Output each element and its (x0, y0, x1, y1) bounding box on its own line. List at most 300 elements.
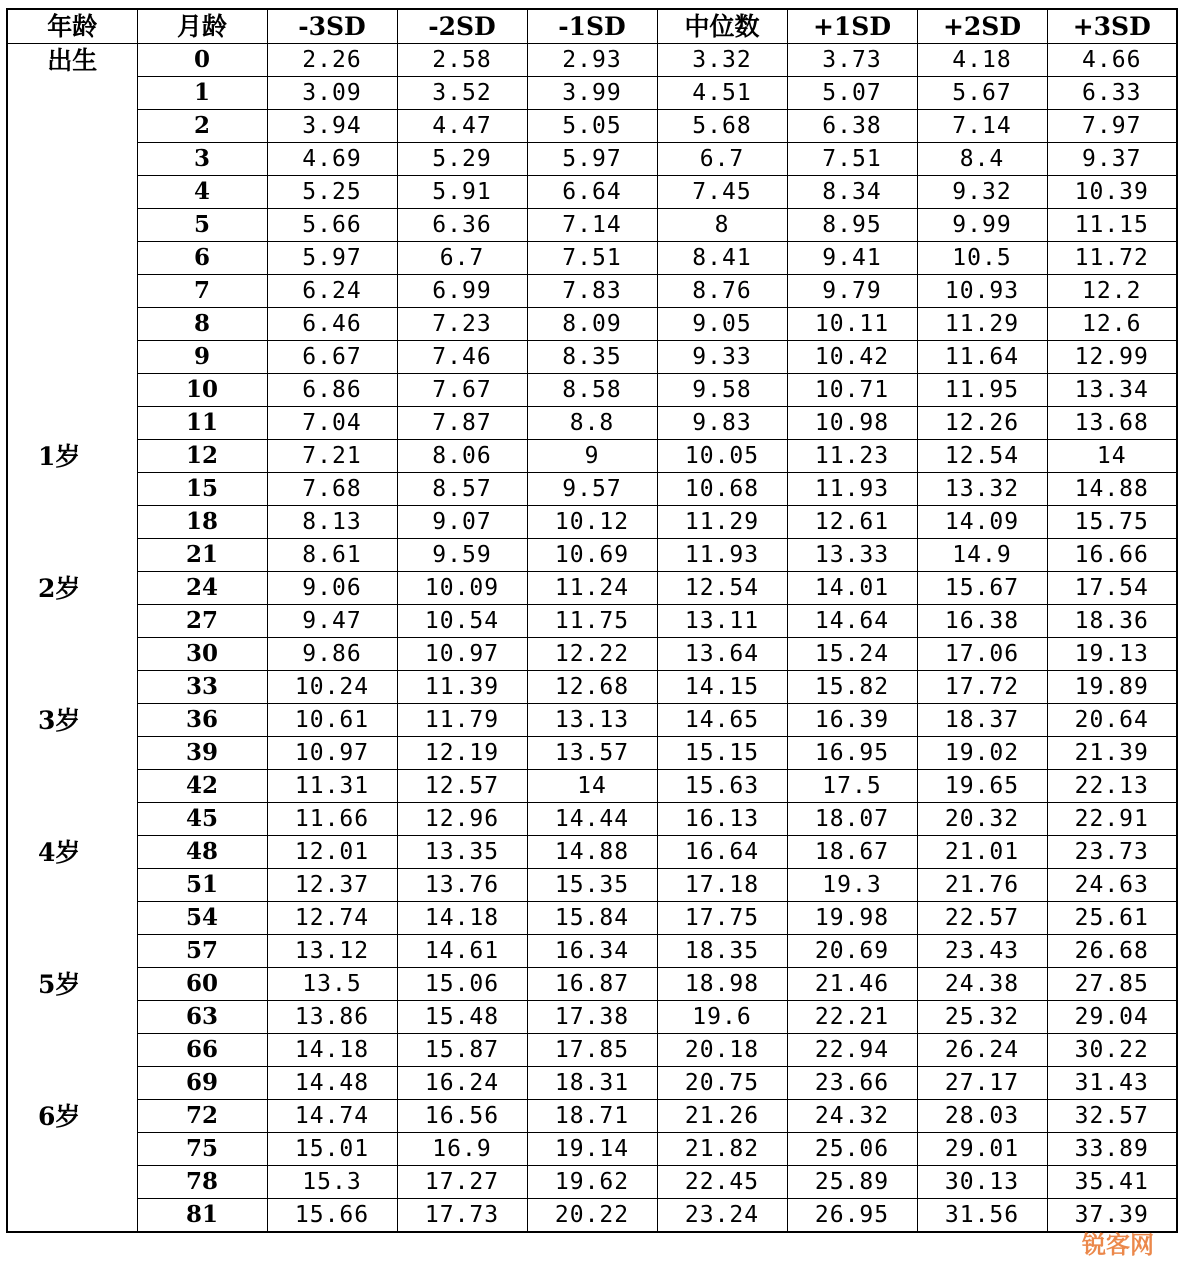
value-cell: 13.76 (397, 869, 527, 902)
age-cell (7, 341, 137, 374)
table-row (7, 803, 1177, 836)
table-row (7, 869, 1177, 902)
value-cell: 5.68 (657, 110, 787, 143)
value-cell: 6.7 (657, 143, 787, 176)
value-cell: 5.05 (527, 110, 657, 143)
value-cell: 9.37 (1047, 143, 1177, 176)
month-cell: 72 (137, 1100, 267, 1133)
value-cell: 16.95 (787, 737, 917, 770)
table-row (7, 473, 1177, 506)
month-cell: 36 (137, 704, 267, 737)
month-cell: 66 (137, 1034, 267, 1067)
value-cell: 11.39 (397, 671, 527, 704)
value-cell: 13.32 (917, 473, 1047, 506)
value-cell: 16.34 (527, 935, 657, 968)
value-cell: 7.21 (267, 440, 397, 473)
value-cell: 8.95 (787, 209, 917, 242)
value-cell: 23.66 (787, 1067, 917, 1100)
age-cell: 出生 (7, 44, 137, 77)
value-cell: 31.43 (1047, 1067, 1177, 1100)
value-cell: 5.97 (527, 143, 657, 176)
table-row (7, 1067, 1177, 1100)
value-cell: 26.68 (1047, 935, 1177, 968)
value-cell: 19.62 (527, 1166, 657, 1199)
month-cell: 11 (137, 407, 267, 440)
age-cell: 1岁 (7, 440, 137, 473)
table-row (7, 44, 1177, 77)
table-row (7, 275, 1177, 308)
table-row (7, 572, 1177, 605)
value-cell: 11.23 (787, 440, 917, 473)
value-cell: 18.36 (1047, 605, 1177, 638)
value-cell: 9.99 (917, 209, 1047, 242)
value-cell: 3.52 (397, 77, 527, 110)
month-cell: 6 (137, 242, 267, 275)
month-cell: 33 (137, 671, 267, 704)
month-cell: 5 (137, 209, 267, 242)
value-cell: 17.5 (787, 770, 917, 803)
value-cell: 20.75 (657, 1067, 787, 1100)
value-cell: 8.35 (527, 341, 657, 374)
header-plus-1sd: +1SD (787, 9, 917, 44)
value-cell: 12.01 (267, 836, 397, 869)
value-cell: 7.97 (1047, 110, 1177, 143)
weight-table-container (6, 8, 1176, 1233)
month-cell: 8 (137, 308, 267, 341)
table-row (7, 605, 1177, 638)
value-cell: 22.94 (787, 1034, 917, 1067)
value-cell: 9.83 (657, 407, 787, 440)
value-cell: 10.05 (657, 440, 787, 473)
value-cell: 23.43 (917, 935, 1047, 968)
value-cell: 33.89 (1047, 1133, 1177, 1166)
value-cell: 5.66 (267, 209, 397, 242)
month-cell: 1 (137, 77, 267, 110)
table-row (7, 440, 1177, 473)
value-cell: 20.32 (917, 803, 1047, 836)
value-cell: 25.89 (787, 1166, 917, 1199)
value-cell: 12.37 (267, 869, 397, 902)
value-cell: 15.01 (267, 1133, 397, 1166)
age-cell (7, 902, 137, 935)
month-cell: 45 (137, 803, 267, 836)
value-cell: 7.04 (267, 407, 397, 440)
value-cell: 9.47 (267, 605, 397, 638)
value-cell: 14.9 (917, 539, 1047, 572)
value-cell: 8.76 (657, 275, 787, 308)
value-cell: 22.21 (787, 1001, 917, 1034)
value-cell: 6.64 (527, 176, 657, 209)
value-cell: 6.67 (267, 341, 397, 374)
month-cell: 10 (137, 374, 267, 407)
month-cell: 60 (137, 968, 267, 1001)
month-cell: 30 (137, 638, 267, 671)
value-cell: 6.38 (787, 110, 917, 143)
watermark-logo: 锐客网 (1082, 1231, 1154, 1259)
table-row (7, 209, 1177, 242)
table-row (7, 1133, 1177, 1166)
value-cell: 7.23 (397, 308, 527, 341)
value-cell: 22.57 (917, 902, 1047, 935)
value-cell: 31.56 (917, 1199, 1047, 1233)
table-body (7, 44, 1177, 1233)
month-cell: 27 (137, 605, 267, 638)
value-cell: 9.79 (787, 275, 917, 308)
age-cell (7, 770, 137, 803)
value-cell: 27.85 (1047, 968, 1177, 1001)
value-cell: 12.22 (527, 638, 657, 671)
table-row (7, 902, 1177, 935)
value-cell: 3.94 (267, 110, 397, 143)
month-cell: 4 (137, 176, 267, 209)
value-cell: 17.85 (527, 1034, 657, 1067)
value-cell: 14.18 (267, 1034, 397, 1067)
table-row (7, 1166, 1177, 1199)
age-cell (7, 935, 137, 968)
value-cell: 5.91 (397, 176, 527, 209)
value-cell: 21.76 (917, 869, 1047, 902)
value-cell: 14.09 (917, 506, 1047, 539)
value-cell: 15.82 (787, 671, 917, 704)
age-cell (7, 1067, 137, 1100)
value-cell: 29.01 (917, 1133, 1047, 1166)
value-cell: 2.26 (267, 44, 397, 77)
value-cell: 14.88 (527, 836, 657, 869)
value-cell: 15.06 (397, 968, 527, 1001)
value-cell: 14.18 (397, 902, 527, 935)
value-cell: 30.22 (1047, 1034, 1177, 1067)
value-cell: 24.32 (787, 1100, 917, 1133)
value-cell: 7.51 (787, 143, 917, 176)
value-cell: 17.18 (657, 869, 787, 902)
table-row (7, 836, 1177, 869)
value-cell: 10.09 (397, 572, 527, 605)
value-cell: 10.71 (787, 374, 917, 407)
value-cell: 12.61 (787, 506, 917, 539)
value-cell: 19.02 (917, 737, 1047, 770)
value-cell: 32.57 (1047, 1100, 1177, 1133)
value-cell: 12.57 (397, 770, 527, 803)
month-cell: 78 (137, 1166, 267, 1199)
table-row (7, 1001, 1177, 1034)
value-cell: 4.66 (1047, 44, 1177, 77)
value-cell: 16.24 (397, 1067, 527, 1100)
value-cell: 26.24 (917, 1034, 1047, 1067)
value-cell: 7.87 (397, 407, 527, 440)
value-cell: 9 (527, 440, 657, 473)
value-cell: 21.82 (657, 1133, 787, 1166)
value-cell: 12.99 (1047, 341, 1177, 374)
value-cell: 24.63 (1047, 869, 1177, 902)
value-cell: 6.33 (1047, 77, 1177, 110)
age-cell (7, 143, 137, 176)
value-cell: 25.06 (787, 1133, 917, 1166)
value-cell: 8.8 (527, 407, 657, 440)
header-plus-3sd: +3SD (1047, 9, 1177, 44)
value-cell: 19.6 (657, 1001, 787, 1034)
value-cell: 9.33 (657, 341, 787, 374)
table-row (7, 1100, 1177, 1133)
value-cell: 12.54 (917, 440, 1047, 473)
age-cell (7, 275, 137, 308)
value-cell: 15.84 (527, 902, 657, 935)
month-cell: 54 (137, 902, 267, 935)
header-minus-1sd: -1SD (527, 9, 657, 44)
value-cell: 20.22 (527, 1199, 657, 1233)
value-cell: 6.7 (397, 242, 527, 275)
value-cell: 8.09 (527, 308, 657, 341)
month-cell: 57 (137, 935, 267, 968)
table-row (7, 539, 1177, 572)
value-cell: 13.35 (397, 836, 527, 869)
value-cell: 7.83 (527, 275, 657, 308)
value-cell: 20.69 (787, 935, 917, 968)
value-cell: 12.54 (657, 572, 787, 605)
month-cell: 51 (137, 869, 267, 902)
value-cell: 12.26 (917, 407, 1047, 440)
value-cell: 15.3 (267, 1166, 397, 1199)
value-cell: 9.06 (267, 572, 397, 605)
age-cell (7, 671, 137, 704)
value-cell: 19.13 (1047, 638, 1177, 671)
value-cell: 10.68 (657, 473, 787, 506)
header-row (7, 9, 1177, 44)
value-cell: 7.14 (527, 209, 657, 242)
value-cell: 10.69 (527, 539, 657, 572)
value-cell: 15.87 (397, 1034, 527, 1067)
value-cell: 4.69 (267, 143, 397, 176)
value-cell: 11.29 (917, 308, 1047, 341)
month-cell: 63 (137, 1001, 267, 1034)
value-cell: 13.68 (1047, 407, 1177, 440)
age-cell (7, 638, 137, 671)
value-cell: 16.66 (1047, 539, 1177, 572)
value-cell: 15.15 (657, 737, 787, 770)
value-cell: 18.67 (787, 836, 917, 869)
value-cell: 10.98 (787, 407, 917, 440)
weight-for-age-table (6, 8, 1178, 1233)
value-cell: 11.72 (1047, 242, 1177, 275)
value-cell: 16.9 (397, 1133, 527, 1166)
table-row (7, 671, 1177, 704)
value-cell: 23.24 (657, 1199, 787, 1233)
value-cell: 16.38 (917, 605, 1047, 638)
age-cell: 2岁 (7, 572, 137, 605)
value-cell: 10.24 (267, 671, 397, 704)
age-cell (7, 539, 137, 572)
month-cell: 81 (137, 1199, 267, 1233)
value-cell: 6.99 (397, 275, 527, 308)
value-cell: 12.68 (527, 671, 657, 704)
value-cell: 6.46 (267, 308, 397, 341)
value-cell: 13.57 (527, 737, 657, 770)
value-cell: 14.61 (397, 935, 527, 968)
value-cell: 13.64 (657, 638, 787, 671)
value-cell: 19.89 (1047, 671, 1177, 704)
month-cell: 9 (137, 341, 267, 374)
month-cell: 0 (137, 44, 267, 77)
value-cell: 13.34 (1047, 374, 1177, 407)
age-cell (7, 110, 137, 143)
value-cell: 15.66 (267, 1199, 397, 1233)
value-cell: 19.65 (917, 770, 1047, 803)
value-cell: 8.57 (397, 473, 527, 506)
value-cell: 11.15 (1047, 209, 1177, 242)
age-cell (7, 374, 137, 407)
value-cell: 12.6 (1047, 308, 1177, 341)
table-row (7, 374, 1177, 407)
value-cell: 7.68 (267, 473, 397, 506)
value-cell: 8.06 (397, 440, 527, 473)
value-cell: 14.01 (787, 572, 917, 605)
age-cell (7, 803, 137, 836)
value-cell: 22.91 (1047, 803, 1177, 836)
value-cell: 15.24 (787, 638, 917, 671)
value-cell: 7.46 (397, 341, 527, 374)
value-cell: 10.93 (917, 275, 1047, 308)
value-cell: 35.41 (1047, 1166, 1177, 1199)
age-cell (7, 1001, 137, 1034)
month-cell: 24 (137, 572, 267, 605)
month-cell: 7 (137, 275, 267, 308)
value-cell: 9.05 (657, 308, 787, 341)
value-cell: 23.73 (1047, 836, 1177, 869)
value-cell: 5.29 (397, 143, 527, 176)
value-cell: 10.5 (917, 242, 1047, 275)
value-cell: 9.58 (657, 374, 787, 407)
table-row (7, 770, 1177, 803)
value-cell: 22.45 (657, 1166, 787, 1199)
value-cell: 14 (1047, 440, 1177, 473)
header-age: 年龄 (7, 9, 137, 44)
value-cell: 30.13 (917, 1166, 1047, 1199)
month-cell: 42 (137, 770, 267, 803)
value-cell: 7.14 (917, 110, 1047, 143)
value-cell: 14.74 (267, 1100, 397, 1133)
value-cell: 28.03 (917, 1100, 1047, 1133)
age-cell (7, 506, 137, 539)
value-cell: 9.41 (787, 242, 917, 275)
value-cell: 15.75 (1047, 506, 1177, 539)
table-row (7, 308, 1177, 341)
value-cell: 14.64 (787, 605, 917, 638)
table-row (7, 506, 1177, 539)
value-cell: 11.75 (527, 605, 657, 638)
value-cell: 8.41 (657, 242, 787, 275)
age-cell (7, 1034, 137, 1067)
value-cell: 22.13 (1047, 770, 1177, 803)
value-cell: 27.17 (917, 1067, 1047, 1100)
header-month: 月龄 (137, 9, 267, 44)
value-cell: 12.96 (397, 803, 527, 836)
value-cell: 16.87 (527, 968, 657, 1001)
value-cell: 21.39 (1047, 737, 1177, 770)
value-cell: 10.54 (397, 605, 527, 638)
value-cell: 17.27 (397, 1166, 527, 1199)
value-cell: 2.93 (527, 44, 657, 77)
header-plus-2sd: +2SD (917, 9, 1047, 44)
value-cell: 3.32 (657, 44, 787, 77)
age-cell: 5岁 (7, 968, 137, 1001)
header-minus-3sd: -3SD (267, 9, 397, 44)
value-cell: 17.38 (527, 1001, 657, 1034)
value-cell: 9.07 (397, 506, 527, 539)
value-cell: 13.12 (267, 935, 397, 968)
table-row (7, 638, 1177, 671)
value-cell: 17.06 (917, 638, 1047, 671)
value-cell: 20.18 (657, 1034, 787, 1067)
value-cell: 5.25 (267, 176, 397, 209)
table-row (7, 242, 1177, 275)
month-cell: 48 (137, 836, 267, 869)
age-cell (7, 737, 137, 770)
value-cell: 19.98 (787, 902, 917, 935)
table-row (7, 1034, 1177, 1067)
value-cell: 9.57 (527, 473, 657, 506)
month-cell: 18 (137, 506, 267, 539)
age-cell (7, 407, 137, 440)
value-cell: 16.56 (397, 1100, 527, 1133)
value-cell: 12.2 (1047, 275, 1177, 308)
value-cell: 7.67 (397, 374, 527, 407)
age-cell (7, 1199, 137, 1233)
value-cell: 3.09 (267, 77, 397, 110)
month-cell: 15 (137, 473, 267, 506)
value-cell: 37.39 (1047, 1199, 1177, 1233)
value-cell: 3.73 (787, 44, 917, 77)
value-cell: 6.86 (267, 374, 397, 407)
value-cell: 11.24 (527, 572, 657, 605)
value-cell: 5.97 (267, 242, 397, 275)
value-cell: 12.74 (267, 902, 397, 935)
age-cell (7, 1166, 137, 1199)
value-cell: 11.93 (787, 473, 917, 506)
age-cell (7, 242, 137, 275)
value-cell: 11.29 (657, 506, 787, 539)
value-cell: 14 (527, 770, 657, 803)
value-cell: 10.97 (267, 737, 397, 770)
value-cell: 15.63 (657, 770, 787, 803)
table-row (7, 935, 1177, 968)
value-cell: 6.36 (397, 209, 527, 242)
month-cell: 39 (137, 737, 267, 770)
value-cell: 8 (657, 209, 787, 242)
month-cell: 21 (137, 539, 267, 572)
value-cell: 15.67 (917, 572, 1047, 605)
value-cell: 4.51 (657, 77, 787, 110)
age-cell (7, 869, 137, 902)
value-cell: 9.32 (917, 176, 1047, 209)
value-cell: 13.33 (787, 539, 917, 572)
table-row (7, 1199, 1177, 1233)
table-row (7, 407, 1177, 440)
value-cell: 14.48 (267, 1067, 397, 1100)
value-cell: 11.95 (917, 374, 1047, 407)
month-cell: 69 (137, 1067, 267, 1100)
value-cell: 17.75 (657, 902, 787, 935)
value-cell: 14.44 (527, 803, 657, 836)
value-cell: 16.64 (657, 836, 787, 869)
value-cell: 11.79 (397, 704, 527, 737)
value-cell: 10.12 (527, 506, 657, 539)
value-cell: 4.18 (917, 44, 1047, 77)
value-cell: 7.45 (657, 176, 787, 209)
value-cell: 3.99 (527, 77, 657, 110)
value-cell: 16.13 (657, 803, 787, 836)
value-cell: 29.04 (1047, 1001, 1177, 1034)
table-row (7, 968, 1177, 1001)
age-cell (7, 473, 137, 506)
